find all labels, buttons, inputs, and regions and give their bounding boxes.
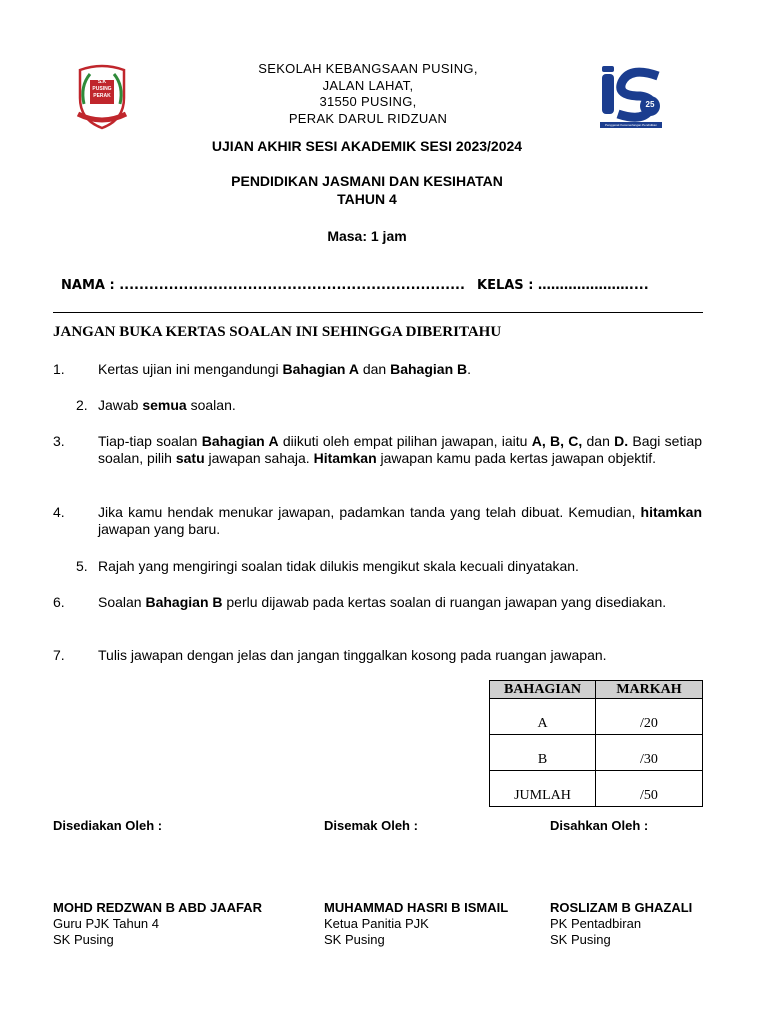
class-blank: ………………….... [537, 278, 649, 293]
instruction-1: Kertas ujian ini mengandungi Bahagian A dan Bahagian B. [98, 361, 472, 377]
section-cell: B [490, 735, 596, 771]
crest-text-1: S.K [97, 79, 107, 85]
header-markah: MARKAH [596, 681, 703, 699]
signatory-name: MUHAMMAD HASRI B ISMAIL [324, 900, 509, 915]
school-street: JALAN LAHAT, [322, 77, 414, 93]
approved-by-label: Disahkan Oleh : [550, 818, 649, 833]
instruction-3: Tiap-tiap soalan Bahagian A diikuti oleh empat pilihan jawapan, iaitu A, B, C, dan D. Bagi setiap soalan, pilih satu jawapan sahaja. Hitamkan jawapan kamu pada kertas jawapan objektif. [98, 433, 703, 466]
item-number-4: 4. [53, 504, 65, 520]
signatory-org: SK Pusing [53, 932, 114, 947]
item-number-3: 3. [53, 433, 65, 449]
signatory-name: ROSLIZAM B GHAZALI [550, 900, 693, 915]
instruction-5: Rajah yang mengiringi soalan tidak dilukis mengikut skala kecuali dinyatakan. [98, 558, 579, 574]
school-crest-logo [70, 64, 134, 132]
exam-year: TAHUN 4 [337, 191, 397, 207]
ts25-logo [600, 66, 662, 130]
name-field [61, 277, 465, 294]
item-number-5: 5. [76, 558, 88, 574]
table-row [490, 699, 703, 735]
section-cell: JUMLAH [490, 771, 596, 807]
school-address [190, 61, 546, 127]
mark-cell: /30 [596, 735, 703, 771]
signatory-org: SK Pusing [324, 932, 385, 947]
signatory-org: SK Pusing [550, 932, 611, 947]
item-number-1: 1. [53, 361, 65, 377]
ts25-badge: 25 [645, 100, 655, 109]
school-postcode: 31550 PUSING, [319, 94, 417, 109]
signatory-checked [324, 900, 508, 948]
header-divider [53, 312, 703, 313]
mark-cell: /20 [596, 699, 703, 735]
marks-table-header [490, 681, 703, 699]
instruction-7: Tulis jawapan dengan jelas dan jangan tinggalkan kosong pada ruangan jawapan. [98, 647, 607, 663]
exam-title: UJIAN AKHIR SESI AKADEMIK SESI 2023/2024 [211, 138, 523, 154]
instruction-6: Soalan Bahagian B perlu dijawab pada kertas soalan di ruangan jawapan yang disediakan. [98, 594, 667, 610]
crest-text-2: PUSING [92, 86, 112, 92]
item-number-7: 7. [53, 647, 65, 663]
instruction-4: Jika kamu hendak menukar jawapan, padamkan tanda yang telah dibuat. Kemudian, hitamkan jawapan yang baru. [98, 504, 702, 537]
mark-cell: /50 [596, 771, 703, 807]
class-field [477, 277, 649, 294]
marks-table [489, 680, 703, 807]
crest-text-3: PERAK [93, 93, 111, 99]
name-blank: ...................................................................... [119, 278, 465, 293]
name-label: NAMA : [61, 278, 115, 293]
header-bahagian: BAHAGIAN [490, 681, 596, 699]
item-number-2: 2. [76, 397, 88, 413]
section-cell: A [490, 699, 596, 735]
signatory-role: Guru PJK Tahun 4 [53, 916, 159, 931]
exam-subject: PENDIDIKAN JASMANI DAN KESIHATAN [231, 173, 503, 189]
signatory-approved [550, 900, 692, 948]
signatory-role: PK Pentadbiran [550, 916, 642, 931]
ts25-caption: Penggerak Kecemerlangan Pendidikan [600, 122, 662, 128]
exam-time: Masa: 1 jam [327, 228, 407, 244]
instruction-2: Jawab semua soalan. [98, 397, 236, 413]
prepared-by-label: Disediakan Oleh : [53, 818, 163, 833]
table-row [490, 735, 703, 771]
item-number-6: 6. [53, 594, 65, 610]
school-state: PERAK DARUL RIDZUAN [288, 110, 448, 126]
signatory-name: MOHD REDZWAN B ABD JAAFAR [53, 900, 262, 915]
warning-text: JANGAN BUKA KERTAS SOALAN INI SEHINGGA DIBERITAHU [53, 324, 502, 340]
signatory-role: Ketua Panitia PJK [324, 916, 429, 931]
table-row [490, 771, 703, 807]
signatory-prepared [53, 900, 262, 948]
school-name: SEKOLAH KEBANGSAAN PUSING, [258, 61, 478, 76]
checked-by-label: Disemak Oleh : [324, 818, 418, 833]
class-label: KELAS : [477, 278, 534, 293]
